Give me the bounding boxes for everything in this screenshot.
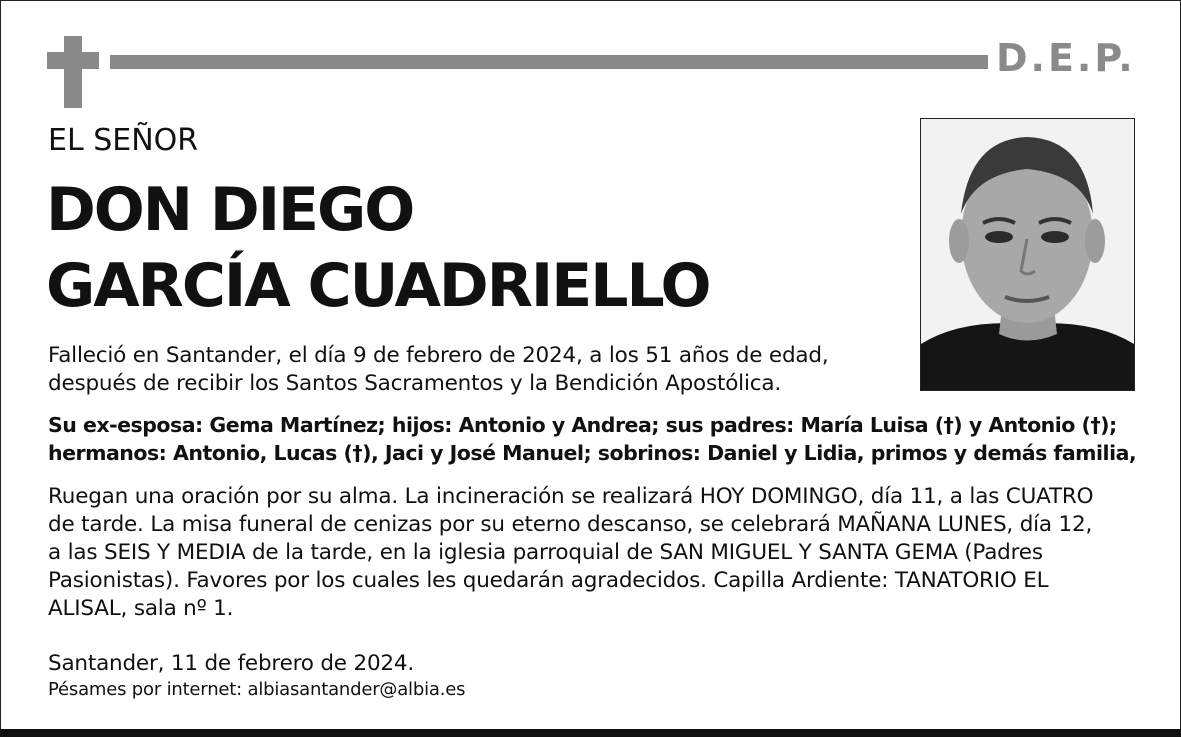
condolences-contact: Pésames por internet: albiasantander@albia.es [48, 679, 466, 700]
intro-line: Falleció en Santander, el día 9 de febrero de 2024, a los 51 años de edad, [48, 343, 829, 368]
service-line: Pasionistas). Favores por los cuales les quedarán agradecidos. Capilla Ardiente: TANATORIO EL [48, 568, 1049, 593]
title-prefix: EL SEÑOR [48, 123, 199, 158]
deceased-name-line1: DON DIEGO [46, 175, 414, 245]
family-list [48, 411, 1158, 467]
service-line: ALISAL, sala nº 1. [48, 596, 234, 621]
death-announcement [48, 342, 898, 398]
place-date: Santander, 11 de febrero de 2024. [48, 651, 415, 676]
deceased-name-line2: GARCÍA CUADRIELLO [46, 251, 710, 321]
service-line: de tarde. La misa funeral de cenizas por su eterno descanso, se celebrará MAÑANA LUNES, día 12, [48, 512, 1093, 537]
portrait-image [921, 119, 1134, 390]
deceased-name [46, 172, 710, 324]
service-line: a las SEIS Y MEDIA de la tarde, en la iglesia parroquial de SAN MIGUEL Y SANTA GEMA (Padres [48, 540, 1043, 565]
service-line: Ruegan una oración por su alma. La incineración se realizará HOY DOMINGO, día 11, a las CUATRO [48, 484, 1094, 509]
cross-icon-arm [47, 52, 99, 69]
family-line: Su ex-esposa: Gema Martínez; hijos: Antonio y Andrea; sus padres: María Luisa (†) y Antonio (†); [48, 413, 1117, 437]
intro-line: después de recibir los Santos Sacramentos y la Bendición Apostólica. [48, 371, 781, 396]
bottom-rule [0, 729, 1181, 737]
cross-icon [64, 36, 82, 108]
service-details [48, 483, 1158, 623]
family-line: hermanos: Antonio, Lucas (†), Jaci y José Manuel; sobrinos: Daniel y Lidia, primos y demás familia, [48, 441, 1137, 465]
portrait-photo [920, 118, 1135, 391]
dep-label: D.E.P. [996, 36, 1136, 80]
header-rule [110, 55, 988, 69]
